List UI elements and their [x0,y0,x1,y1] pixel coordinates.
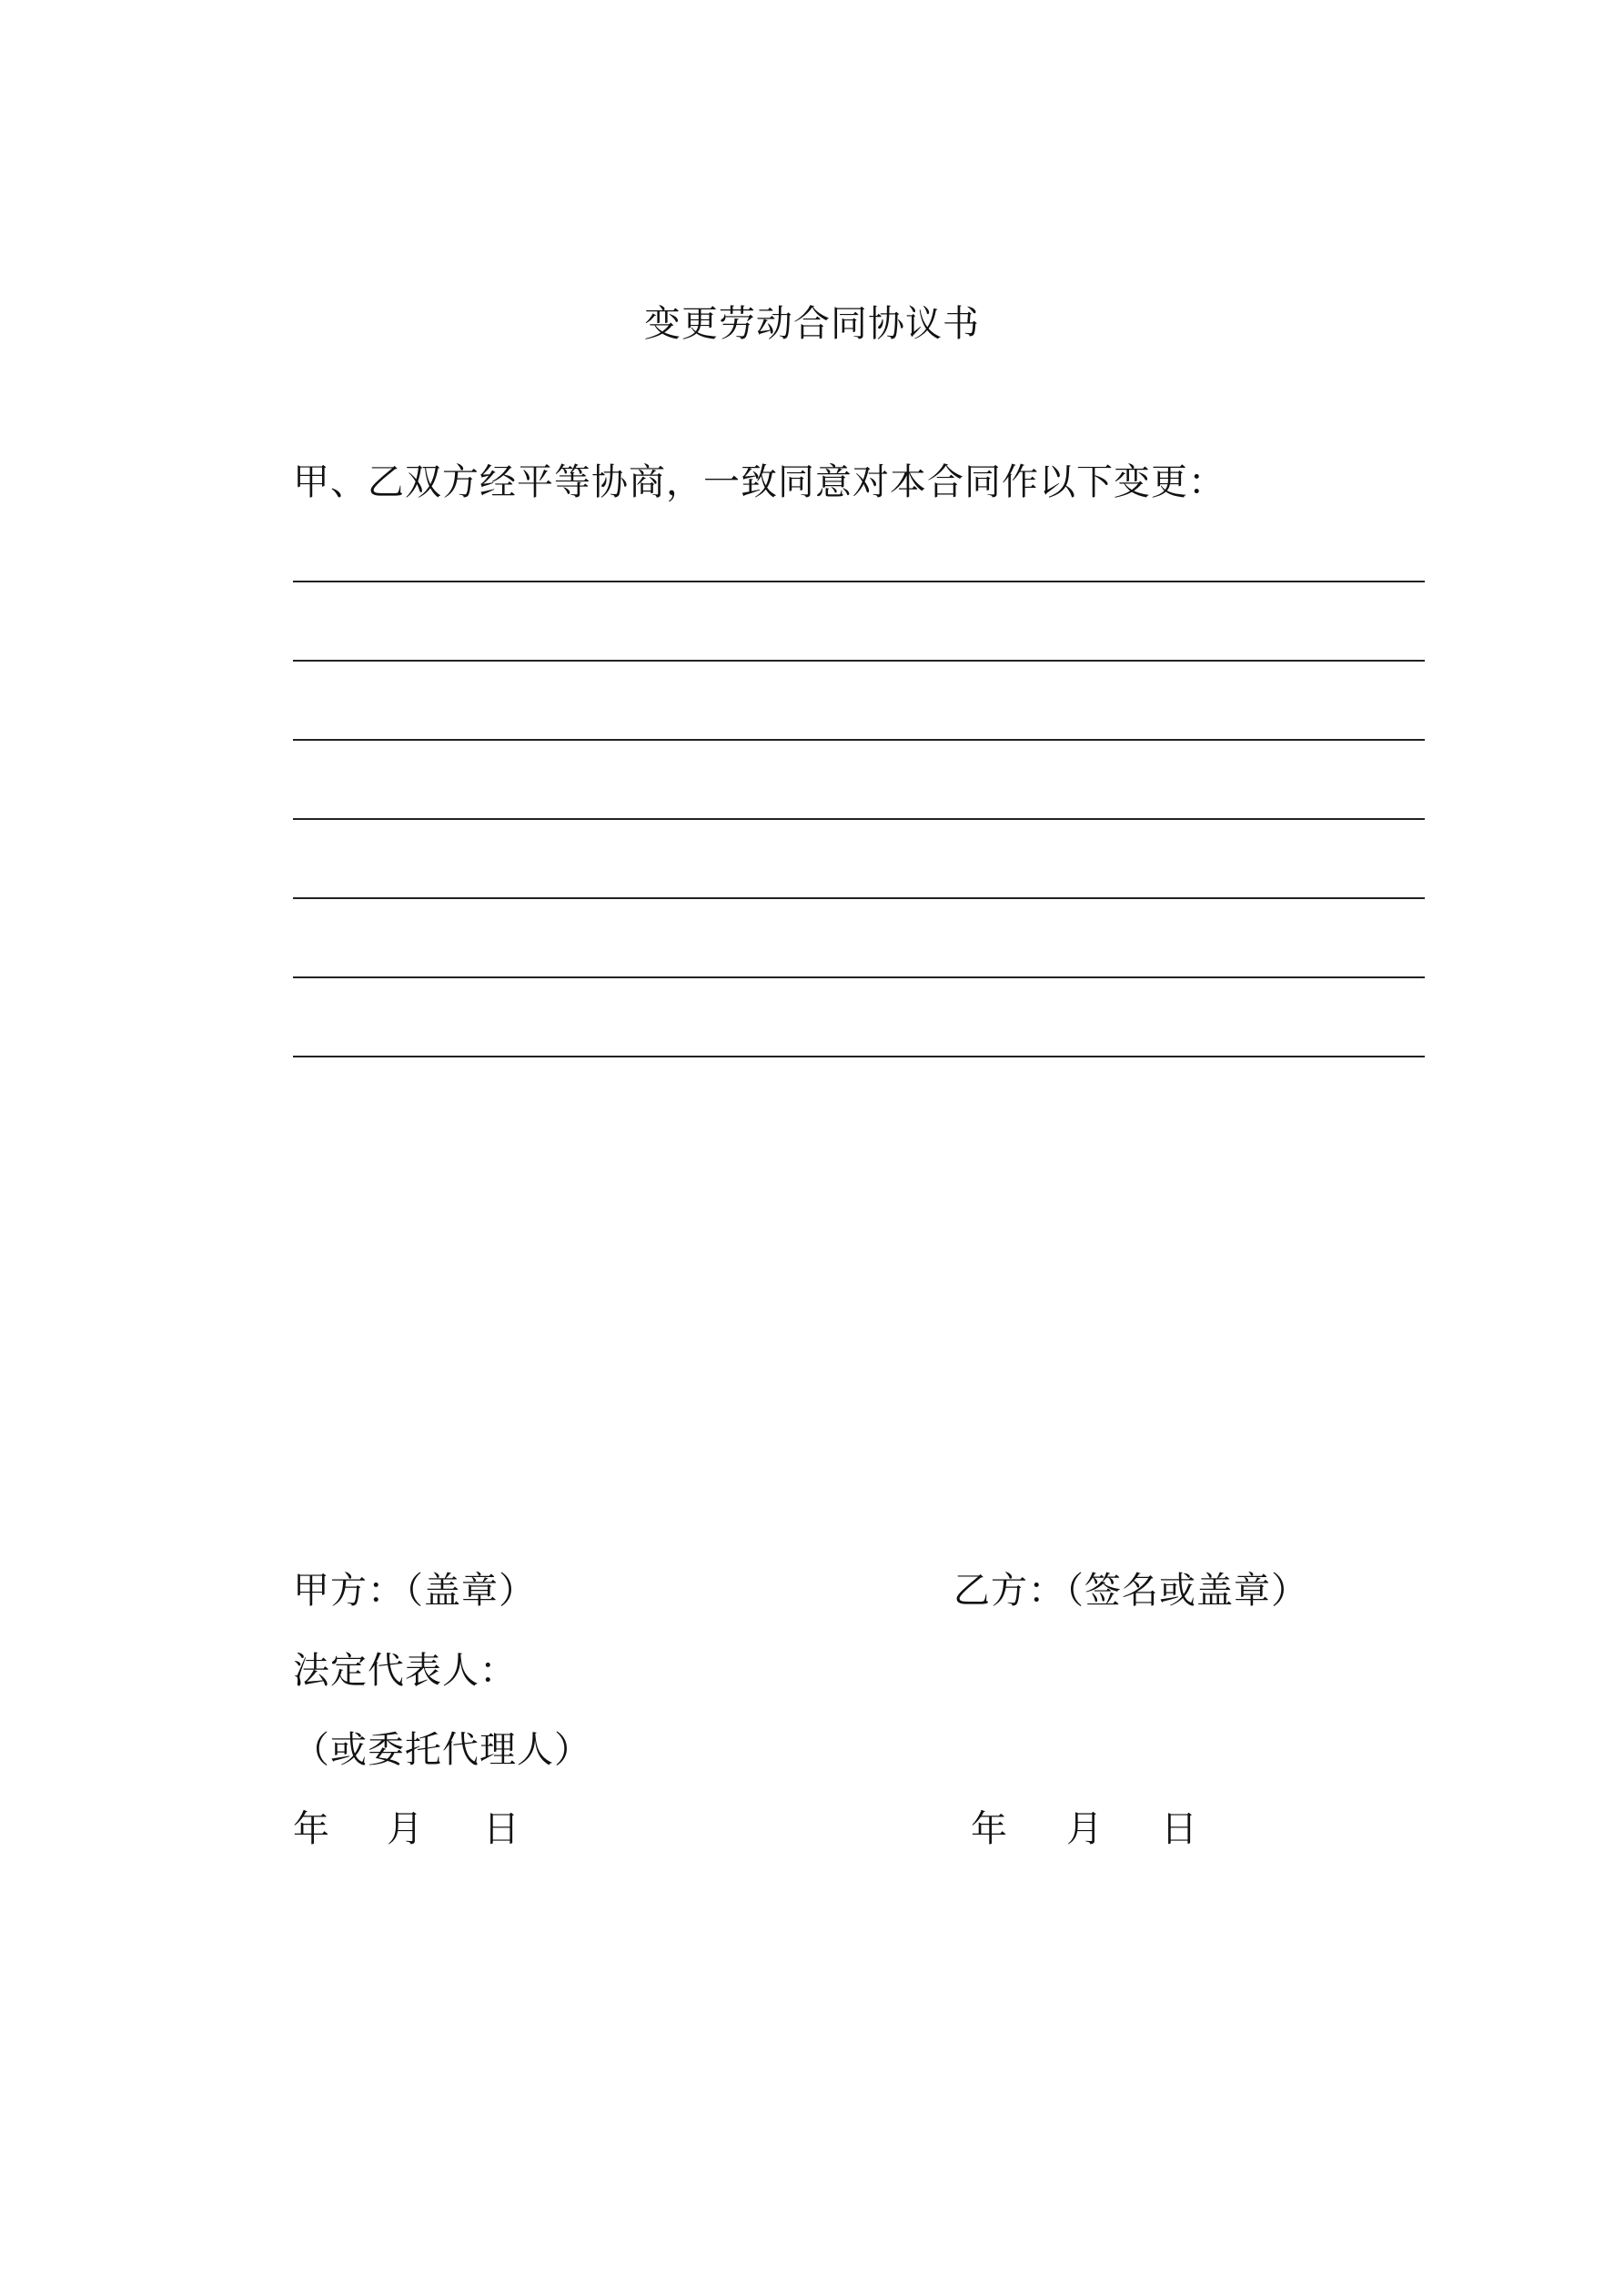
party-b-date-month: 月 [1066,1808,1104,1850]
intro-text: 甲、乙双方经平等协商，一致同意对本合同作以下变更： [293,461,1226,503]
fill-in-line-3[interactable] [293,739,1425,741]
party-a-date-month: 月 [387,1808,424,1850]
fill-in-line-5[interactable] [293,897,1425,899]
fill-in-line-7[interactable] [293,1056,1425,1057]
party-b-date [971,1804,1198,1855]
party-b-date-year: 年 [971,1808,1008,1850]
fill-in-line-1[interactable] [293,581,1425,582]
party-a-date-year: 年 [293,1808,330,1850]
document-title: 变更劳动合同协议书 [644,303,980,345]
fill-in-line-2[interactable] [293,660,1425,662]
fill-in-line-6[interactable] [293,976,1425,978]
party-a-date [293,1804,520,1855]
party-a-legal-rep: 法定代表人： [293,1650,517,1692]
party-a-label: 甲方：（盖章） [293,1570,536,1612]
party-a-date-day: 日 [483,1808,520,1850]
party-a-agent: （或委托代理人） [293,1729,591,1771]
party-b-label: 乙方：（签名或盖章） [953,1570,1308,1612]
fill-in-line-4[interactable] [293,818,1425,820]
party-b-date-day: 日 [1161,1808,1198,1850]
